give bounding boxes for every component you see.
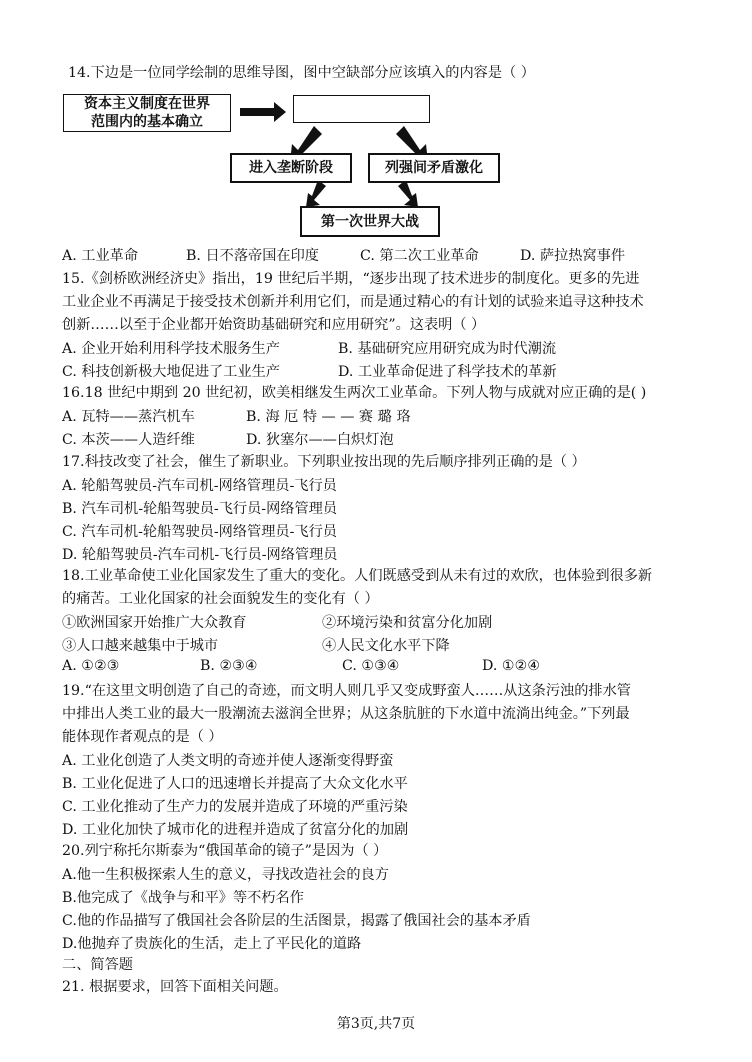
q20-option-a: A.他一生积极探索人生的意义，寻找改造社会的良方 [62, 867, 389, 883]
q14-option-b: B. 日不落帝国在印度 [186, 248, 319, 264]
q14-option-d: D. 萨拉热窝事件 [520, 248, 626, 264]
q15-line2: 工业企业不再满足于接受技术创新并利用它们，而是通过精心的有计划的试验来追寻这种技术 [62, 294, 644, 310]
map-left-box: 进入垄断阶段 [230, 153, 352, 183]
q18-item-4: ④人民文化水平下降 [322, 638, 450, 654]
q20-option-d: D.他抛弃了贵族化的生活，走上了平民化的道路 [62, 936, 362, 952]
q16-option-a: A. 瓦特——蒸汽机车 [62, 409, 195, 425]
q17-option-a: A. 轮船驾驶员-汽车司机-网络管理员-飞行员 [62, 478, 337, 494]
q17-option-c: C. 汽车司机-轮船驾驶员-网络管理员-飞行员 [62, 524, 337, 540]
q19-option-c: C. 工业化推动了生产力的发展并造成了环境的严重污染 [62, 799, 408, 815]
q14-option-c: C. 第二次工业革命 [360, 248, 479, 264]
q16-stem: 16.18 世纪中期到 20 世纪初，欧美相继发生两次工业革命。下列人物与成就对应正确的是( ) [62, 385, 647, 401]
q16-option-b: B. 海 厄 特 — — 赛 璐 珞 [246, 409, 411, 425]
q19-line1: 19.“在这里文明创造了自己的奇迹，而文明人则几乎又变成野蛮人……从这条污浊的排水管 [62, 683, 631, 699]
q14-stem: 14.下边是一位同学绘制的思维导图，图中空缺部分应该填入的内容是（ ） [68, 65, 535, 81]
q16-option-c: C. 本茨——人造纤维 [62, 432, 195, 448]
q19-option-d: D. 工业化加快了城市化的进程并造成了贫富分化的加剧 [62, 822, 409, 838]
q18-option-b: B. ②③④ [200, 658, 258, 674]
q15-option-a: A. 企业开始利用科学技术服务生产 [62, 341, 280, 357]
q18-option-c: C. ①③④ [342, 658, 400, 674]
q20-stem: 20.列宁称托尔斯泰为“俄国革命的镜子”是因为（ ） [62, 843, 388, 859]
q20-option-c: C.他的作品描写了俄国社会各阶层的生活图景，揭露了俄国社会的基本矛盾 [62, 913, 531, 929]
map-source-line2: 范围内的基本确立 [91, 114, 203, 130]
map-source-line1: 资本主义制度在世界 [84, 96, 210, 112]
page-footer: 第3页,共7页 [336, 1016, 416, 1032]
q15-option-d: D. 工业革命促进了科学技术的革新 [338, 364, 557, 380]
q15-option-c: C. 科技创新极大地促进了工业生产 [62, 364, 280, 380]
q18-line1: 18.工业革命使工业化国家发生了重大的变化。人们既感受到从未有过的欢欣，也体验到很多新 [62, 568, 653, 584]
map-bottom-box: 第一次世界大战 [300, 206, 440, 237]
q17-option-b: B. 汽车司机-轮船驾驶员-飞行员-网络管理员 [62, 501, 338, 517]
down-right-arrow-2 [398, 180, 418, 207]
q16-option-d: D. 狄塞尔——白炽灯泡 [246, 432, 394, 448]
q18-item-3: ③人口越来越集中于城市 [62, 638, 219, 654]
q18-line2: 的痛苦。工业化国家的社会面貌发生的变化有（ ） [62, 591, 379, 607]
map-blank-box [293, 95, 430, 123]
right-arrow [240, 102, 286, 122]
q15-line3: 创新……以至于企业都开始资助基础研究和应用研究”。这表明（ ） [62, 317, 486, 333]
q19-option-b: B. 工业化促进了人口的迅速增长并提高了大众文化水平 [62, 776, 408, 792]
q19-line2: 中排出人类工业的最大一股潮流去滋润全世界；从这条肮脏的下水道中流淌出纯金。”下列最 [62, 706, 630, 722]
q17-stem: 17.科技改变了社会，催生了新职业。下列职业按出现的先后顺序排列正确的是（ ） [62, 454, 586, 470]
q19-option-a: A. 工业化创造了人类文明的奇迹并使人逐渐变得野蛮 [62, 753, 394, 769]
q14-option-a: A. 工业革命 [62, 248, 139, 264]
section-heading: 二、简答题 [62, 957, 133, 973]
q15-option-b: B. 基础研究应用研究成为时代潮流 [338, 341, 557, 357]
q21-stem: 21. 根据要求，回答下面相关问题。 [62, 979, 288, 995]
q18-option-d: D. ①②④ [482, 658, 541, 674]
q19-line3: 能体现作者观点的是（ ） [62, 729, 223, 745]
down-left-arrow-2 [306, 180, 326, 207]
q18-option-a: A. ①②③ [62, 658, 120, 674]
q15-line1: 15.《剑桥欧洲经济史》指出，19 世纪后半期，“逐步出现了技术进步的制度化。更多的先进 [62, 271, 640, 287]
q20-option-b: B.他完成了《战争与和平》等不朽名作 [62, 890, 304, 906]
q18-item-2: ②环境污染和贫富分化加剧 [322, 615, 493, 631]
q17-option-d: D. 轮船驾驶员-汽车司机-飞行员-网络管理员 [62, 547, 338, 563]
q18-item-1: ①欧洲国家开始推广大众教育 [62, 615, 247, 631]
map-right-box: 列强间矛盾激化 [368, 153, 500, 183]
